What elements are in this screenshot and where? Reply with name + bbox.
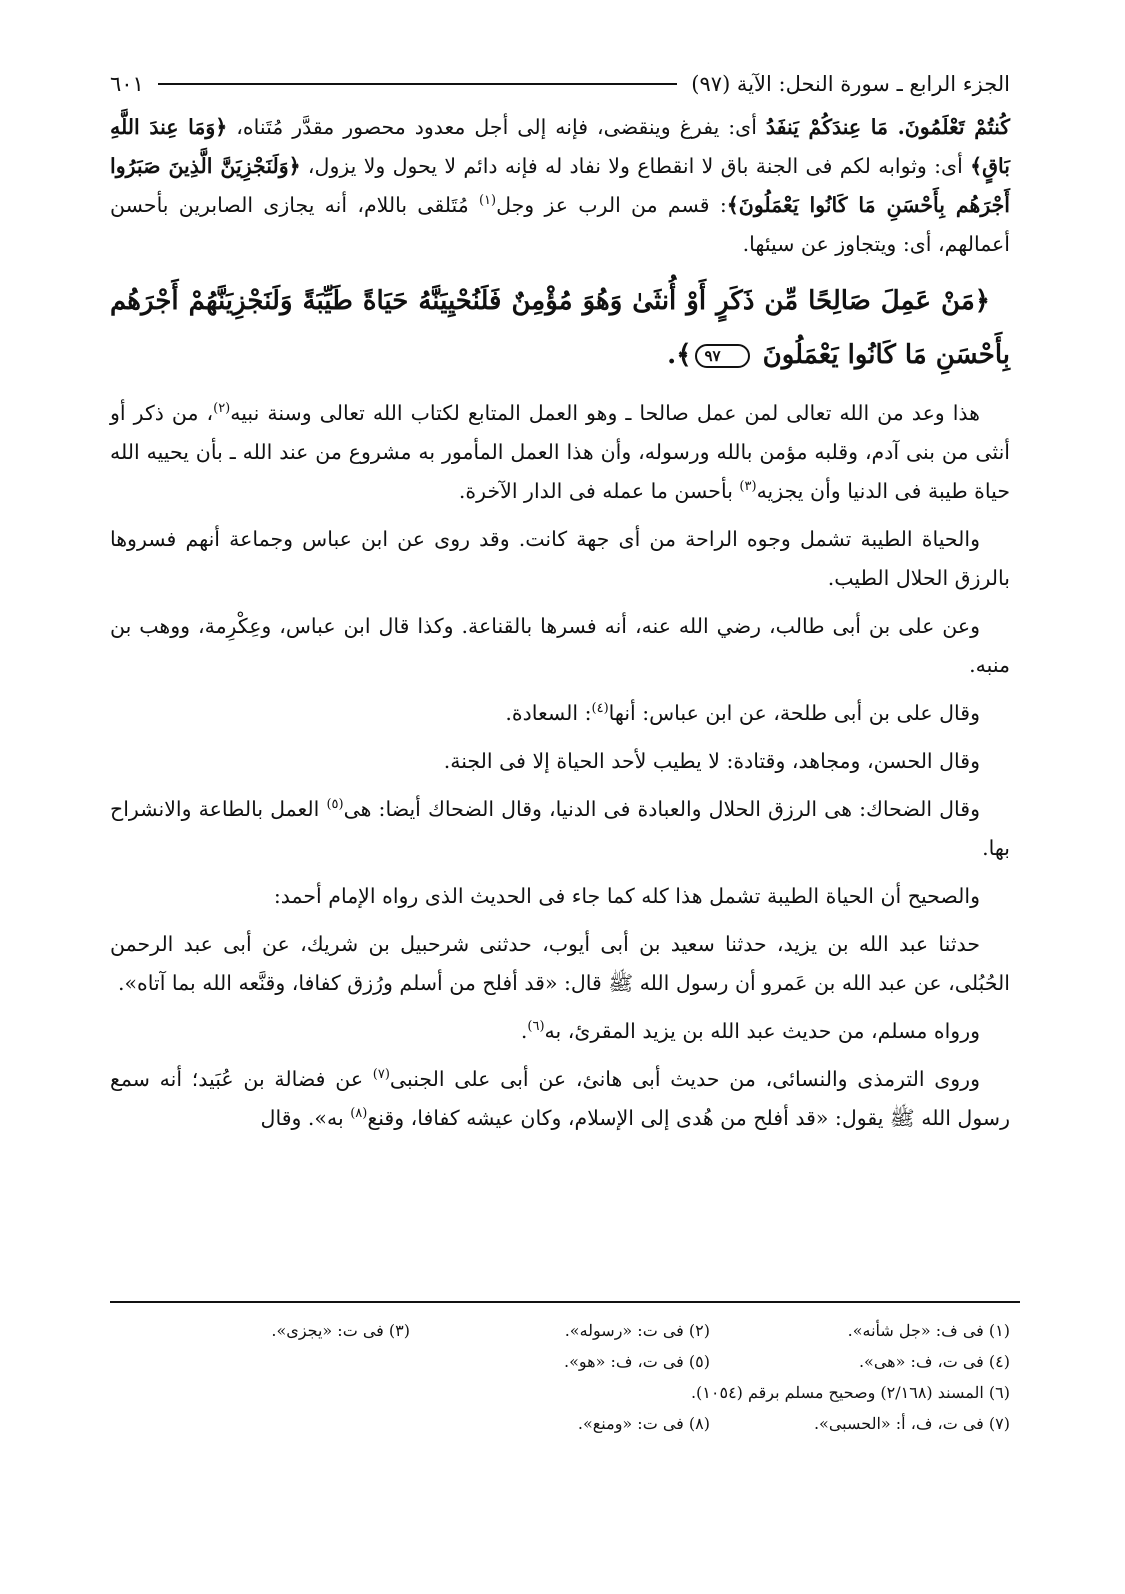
text-span: . [520, 1019, 528, 1043]
ayah-number-marker: ٩٧ [695, 344, 749, 368]
text-span: ، من ذكر أو أنثى من بنى آدم، وقلبه مؤمن بالله ورسوله، وأن هذا العمل المأمور به مشروع من عند الله ـ بأن يحييه الله حياة طيبة فى الدنيا وأن يجزيه [110, 401, 1010, 503]
footnote-ref: (٧) [372, 1067, 390, 1083]
footnote: (٤) فى ت، ف: «هى». [858, 1352, 1010, 1371]
paragraph [110, 1012, 1010, 1051]
footnote-divider [110, 1301, 1020, 1303]
footnote: (٥) فى ت، ف: «هو». [564, 1352, 710, 1371]
paragraph: حدثنا عبد الله بن يزيد، حدثنا سعيد بن أبى أيوب، حدثنى شرحبيل بن شريك، عن أبى عبد الرحمن الحُبُلى، عن عبد الله بن عَمرو أن رسول الله ﷺ قال: «قد أفلح من أسلم ورُزق كفافا، وقنَّعه الله بما آتاه». [110, 932, 1010, 995]
footnote: (٢) فى ت: «رسوله». [564, 1321, 710, 1340]
footnote-row [110, 1377, 1010, 1408]
text-span: أى: وثوابه لكم فى الجنة باق لا انقطاع ولا نفاد له فإنه دائم لا يحول ولا يزول، [300, 154, 971, 178]
text-span: : السعادة. [505, 701, 592, 725]
footnote-ref: (٣) [739, 479, 757, 495]
text-span: العمل بالطاعة والانشراح بها. [110, 797, 1010, 860]
paragraph [110, 394, 1010, 511]
text-span: به». وقال [260, 1106, 351, 1130]
text-span: : قسم من الرب عز وجل [496, 193, 727, 217]
quran-quote: ﴿وَلَنَجْزِيَنَّ الَّذِينَ صَبَرُوا أَجْرَهُم بِأَحْسَنِ مَا كَانُوا يَعْمَلُونَ﴾ [110, 154, 1011, 217]
main-text [110, 108, 1010, 1147]
verse-end: ﴾. [667, 340, 692, 370]
paragraph: وقال الحسن، ومجاهد، وقتادة: لا يطيب لأحد الحياة إلا فى الجنة. [443, 749, 980, 773]
quran-quote: ﴿وَمَا عِندَ اللَّهِ بَاقٍ﴾ [110, 115, 1010, 178]
footnote-ref: (٨) [350, 1106, 368, 1122]
footnote: (٨) فى ت: «ومنع». [577, 1414, 710, 1433]
footnote-ref: (٥) [326, 797, 344, 813]
footnote-row [110, 1346, 1010, 1377]
running-header [110, 66, 1010, 102]
text-span: بأحسن ما عمله فى الدار الآخرة. [458, 479, 740, 503]
footnote-row [110, 1315, 1010, 1346]
text-span: وقال على بن أبى طلحة، عن ابن عباس: أنها [608, 701, 980, 725]
text-span: مُتَلقى باللام، أنه يجازى الصابرين بأحسن أعمالهم، أى: ويتجاوز عن سيئها. [110, 193, 1010, 256]
paragraph [110, 108, 1010, 264]
footnote: (١) فى ف: «جل شأنه». [847, 1321, 1010, 1340]
quran-verse [110, 274, 1010, 382]
paragraph: وعن على بن أبى طالب، رضي الله عنه، أنه فسرها بالقناعة. وكذا قال ابن عباس، وعِكْرِمة، ووهب بن منبه. [110, 614, 1010, 677]
footnote: (٦) المسند (٢/١٦٨) وصحيح مسلم برقم (١٠٥٤). [690, 1383, 1010, 1402]
text-span: أى: يفرغ وينقضى، فإنه إلى أجل معدود محصور مقدَّر مُتَناه، [227, 115, 766, 139]
footnotes [110, 1315, 1010, 1439]
paragraph [110, 694, 1010, 733]
text-span: وروى الترمذى والنسائى، من حديث أبى هانئ، عن أبى على الجنبى [389, 1067, 980, 1091]
footnote-row [110, 1408, 1010, 1439]
paragraph: والحياة الطيبة تشمل وجوه الراحة من أى جهة كانت. وقد روى عن ابن عباس وجماعة أنهم فسروها بالرزق الحلال الطيب. [110, 527, 1010, 590]
text-span: هذا وعد من الله تعالى لمن عمل صالحا ـ وهو العمل المتابع لكتاب الله تعالى وسنة نبيه [230, 401, 980, 425]
footnote-ref: (٤) [591, 701, 609, 717]
footnote-ref: (٢) [213, 401, 231, 417]
footnote-ref: (١) [478, 193, 497, 209]
verse-text: ﴿مَنْ عَمِلَ صَالِحًا مِّن ذَكَرٍ أَوْ أُنثَىٰ وَهُوَ مُؤْمِنٌ فَلَنُحْيِيَنَّهُ حَيَاةً طَيِّبَةً وَلَنَجْزِيَنَّهُمْ أَجْرَهُم بِأَحْسَنِ مَا كَانُوا يَعْمَلُونَ [110, 286, 1010, 370]
header-rule [158, 83, 677, 85]
text-span: وقال الضحاك: هى الرزق الحلال والعبادة فى الدنيا، وقال الضحاك أيضا: هى [343, 797, 980, 821]
paragraph [110, 790, 1010, 868]
page-number: ٦٠١ [110, 72, 144, 96]
paragraph: والصحيح أن الحياة الطيبة تشمل هذا كله كما جاء فى الحديث الذى رواه الإمام أحمد: [273, 884, 980, 908]
footnote: (٣) فى ت: «يجزى». [271, 1321, 410, 1340]
quran-quote: كُنتُمْ تَعْلَمُونَ. مَا عِندَكُمْ يَنفَدُ [765, 115, 1011, 139]
header-title: الجزء الرابع ـ سورة النحل: الآية (٩٧) [691, 72, 1010, 96]
text-span: عن فضالة بن عُبَيد؛ أنه سمع رسول الله ﷺ يقول: «قد أفلح من هُدى إلى الإسلام، وكان عيشه كفافا، وقنع [110, 1067, 1010, 1130]
text-span: ورواه مسلم، من حديث عبد الله بن يزيد المقرئ، به [544, 1019, 980, 1043]
paragraph [110, 1060, 1010, 1138]
footnote: (٧) فى ت، ف، أ: «الحسبى». [813, 1414, 1010, 1433]
footnote-ref: (٦) [527, 1019, 545, 1035]
